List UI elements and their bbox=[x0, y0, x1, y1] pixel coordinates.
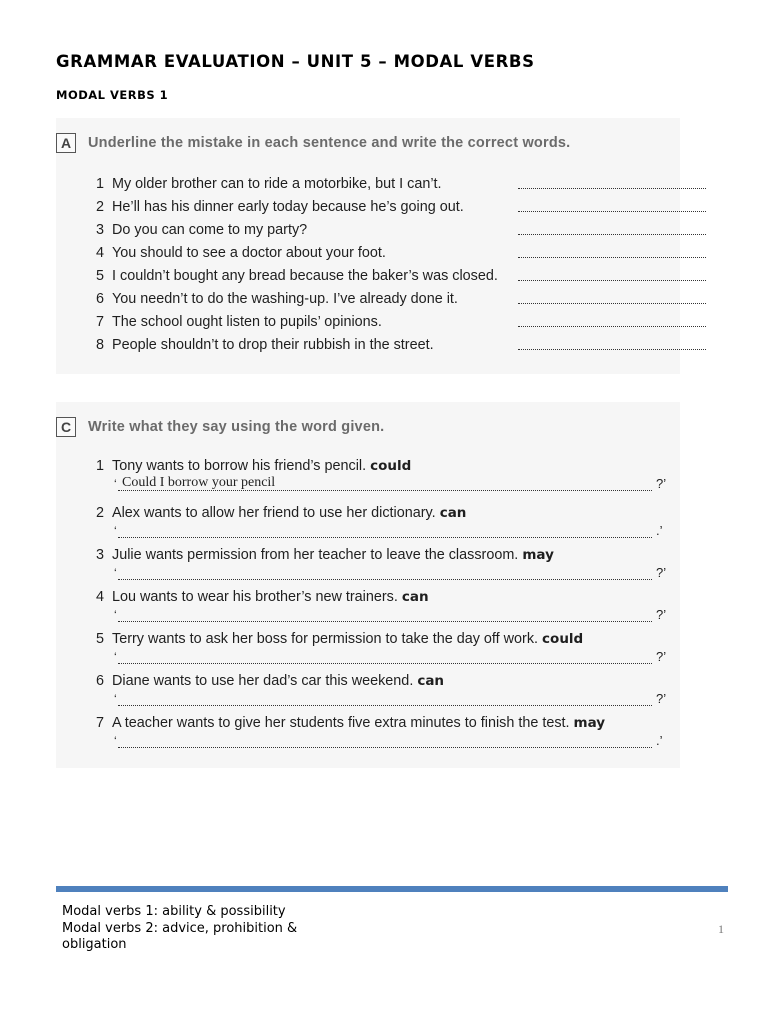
exercise-a-item bbox=[90, 314, 680, 334]
open-quote: ‘ bbox=[114, 524, 117, 538]
section-letter-a: A bbox=[56, 133, 76, 153]
item-number: 1 bbox=[95, 458, 104, 474]
answer-line[interactable] bbox=[118, 537, 652, 538]
footer-line: Modal verbs 1: ability & possibility bbox=[62, 904, 286, 919]
answer-line[interactable] bbox=[118, 579, 652, 580]
answer-line[interactable] bbox=[118, 621, 652, 622]
exercise-c-header bbox=[56, 416, 384, 438]
item-sentence: He’ll has his dinner early today because he’s going out. bbox=[112, 199, 464, 215]
prompt-keyword: may bbox=[522, 547, 554, 563]
answer-line[interactable] bbox=[518, 326, 706, 327]
page-title: GRAMMAR EVALUATION – UNIT 5 – MODAL VERBS bbox=[56, 52, 535, 71]
exercise-a-item bbox=[90, 337, 680, 357]
page-number: 1 bbox=[718, 922, 724, 936]
exercise-c-item bbox=[90, 715, 680, 757]
answer-line[interactable] bbox=[118, 705, 652, 706]
answer-line[interactable] bbox=[518, 303, 706, 304]
footer-line: obligation bbox=[62, 937, 127, 952]
footer-rule bbox=[56, 886, 728, 892]
item-prompt bbox=[112, 547, 554, 563]
answer-line[interactable] bbox=[518, 234, 706, 235]
item-sentence: You should to see a doctor about your foot. bbox=[112, 245, 386, 261]
close-punctuation: .’ bbox=[656, 733, 663, 748]
prompt-keyword: can bbox=[417, 673, 445, 689]
item-number: 7 bbox=[95, 314, 104, 330]
answer-line[interactable] bbox=[118, 663, 652, 664]
answer-line[interactable] bbox=[118, 490, 652, 491]
item-sentence: People shouldn’t to drop their rubbish in the street. bbox=[112, 337, 434, 353]
prompt-text: Tony wants to borrow his friend’s pencil. bbox=[112, 458, 367, 474]
answer-line[interactable] bbox=[518, 349, 706, 350]
item-sentence: Do you can come to my party? bbox=[112, 222, 308, 238]
item-number: 5 bbox=[95, 268, 104, 284]
prompt-text: Diane wants to use her dad’s car this weekend. bbox=[112, 673, 414, 689]
prompt-text: Terry wants to ask her boss for permission to take the day off work. bbox=[112, 631, 539, 647]
exercise-a-item bbox=[90, 176, 680, 196]
item-number: 2 bbox=[95, 199, 104, 215]
answer-line[interactable] bbox=[518, 280, 706, 281]
exercise-a-item bbox=[90, 199, 680, 219]
answer-line[interactable] bbox=[518, 257, 706, 258]
open-quote: ‘ bbox=[114, 608, 117, 622]
answer-line[interactable] bbox=[118, 747, 652, 748]
open-quote: ‘ bbox=[114, 692, 117, 706]
item-number: 4 bbox=[95, 245, 104, 261]
handwritten-answer: Could I borrow your pencil bbox=[122, 475, 276, 490]
close-punctuation: ?’ bbox=[656, 607, 667, 622]
close-punctuation: .’ bbox=[656, 523, 663, 538]
item-prompt bbox=[112, 589, 429, 605]
close-punctuation: ?’ bbox=[656, 476, 667, 491]
item-prompt bbox=[112, 715, 605, 731]
open-quote: ‘ bbox=[114, 650, 117, 664]
item-number: 6 bbox=[95, 673, 104, 689]
open-quote: ‘ bbox=[114, 566, 117, 580]
item-number: 8 bbox=[95, 337, 104, 353]
prompt-text: A teacher wants to give her students five extra minutes to finish the test. bbox=[112, 715, 570, 731]
item-sentence: I couldn’t bought any bread because the baker’s was closed. bbox=[112, 268, 498, 284]
close-punctuation: ?’ bbox=[656, 691, 667, 706]
answer-line[interactable] bbox=[518, 188, 706, 189]
prompt-keyword: can bbox=[439, 505, 467, 521]
page-subtitle: MODAL VERBS 1 bbox=[56, 88, 169, 102]
prompt-keyword: could bbox=[370, 458, 412, 474]
answer-line[interactable] bbox=[518, 211, 706, 212]
exercise-c-item bbox=[90, 589, 680, 631]
item-number: 6 bbox=[95, 291, 104, 307]
prompt-text: Alex wants to allow her friend to use her dictionary. bbox=[112, 505, 436, 521]
open-quote: ‘ bbox=[114, 477, 117, 491]
item-prompt bbox=[112, 673, 444, 689]
item-prompt bbox=[112, 458, 411, 474]
item-sentence: The school ought listen to pupils’ opinions. bbox=[112, 314, 382, 330]
footer-line: Modal verbs 2: advice, prohibition & bbox=[62, 920, 298, 936]
section-letter-c: C bbox=[56, 417, 76, 437]
close-punctuation: ?’ bbox=[656, 565, 667, 580]
exercise-c-item bbox=[90, 673, 680, 715]
exercise-c-instruction: Write what they say using the word given. bbox=[88, 419, 385, 435]
item-prompt bbox=[112, 631, 583, 647]
item-sentence: You needn’t to do the washing-up. I’ve already done it. bbox=[112, 291, 458, 307]
item-number: 3 bbox=[95, 222, 104, 238]
open-quote: ‘ bbox=[114, 734, 117, 748]
close-punctuation: ?’ bbox=[656, 649, 667, 664]
item-sentence: My older brother can to ride a motorbike, but I can’t. bbox=[112, 176, 442, 192]
item-number: 3 bbox=[95, 547, 104, 563]
exercise-c-item bbox=[90, 547, 680, 589]
item-number: 4 bbox=[95, 589, 104, 605]
exercise-c-item bbox=[90, 505, 680, 547]
prompt-keyword: could bbox=[542, 631, 584, 647]
footer-text bbox=[62, 904, 297, 954]
exercise-a-scan bbox=[56, 118, 680, 374]
exercise-c-item bbox=[90, 631, 680, 673]
exercise-a-instruction: Underline the mistake in each sentence and write the correct words. bbox=[88, 135, 571, 151]
exercise-c-scan bbox=[56, 402, 680, 768]
exercise-a-item bbox=[90, 245, 680, 265]
prompt-text: Lou wants to wear his brother’s new trainers. bbox=[112, 589, 398, 605]
prompt-keyword: can bbox=[401, 589, 429, 605]
exercise-a-header bbox=[56, 132, 570, 154]
exercise-a-item bbox=[90, 268, 680, 288]
item-number: 2 bbox=[95, 505, 104, 521]
item-number: 1 bbox=[95, 176, 104, 192]
exercise-c-item bbox=[90, 458, 680, 500]
exercise-a-item bbox=[90, 222, 680, 242]
item-number: 5 bbox=[95, 631, 104, 647]
item-number: 7 bbox=[95, 715, 104, 731]
exercise-a-item bbox=[90, 291, 680, 311]
item-prompt bbox=[112, 505, 466, 521]
prompt-text: Julie wants permission from her teacher to leave the classroom. bbox=[112, 547, 519, 563]
prompt-keyword: may bbox=[573, 715, 606, 731]
